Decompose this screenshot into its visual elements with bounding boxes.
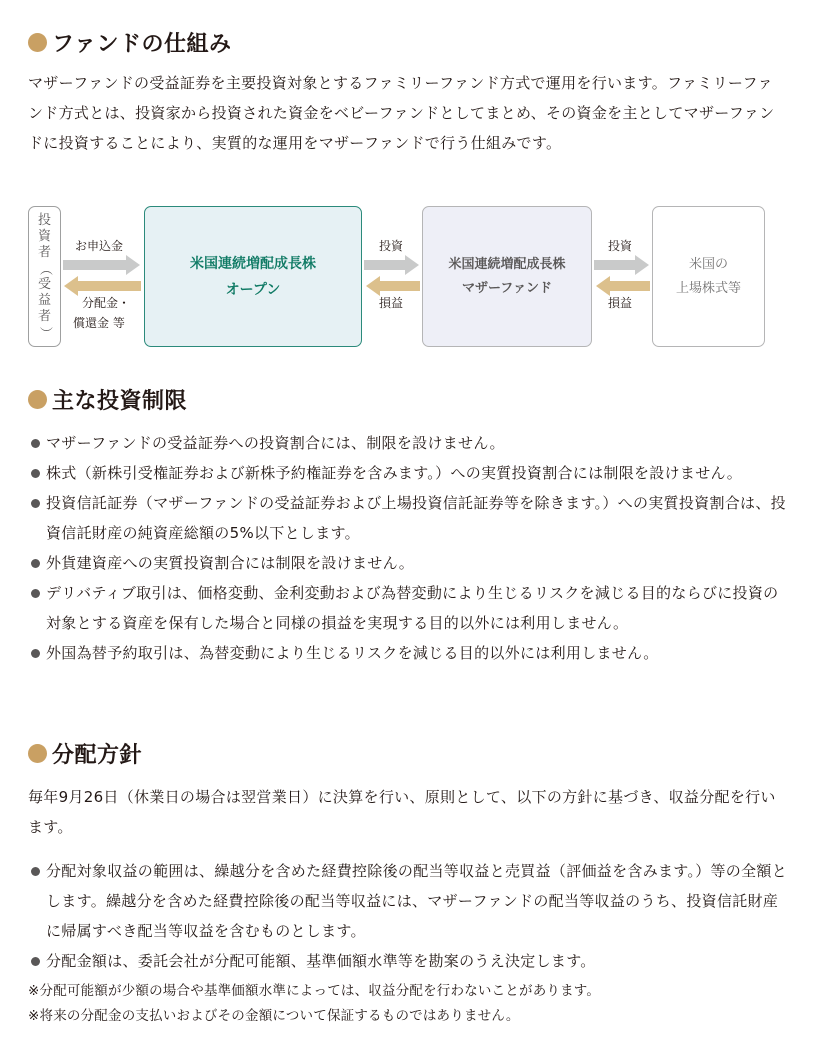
investor-char: ） [37, 325, 53, 340]
us-stocks-line2: 上場株式等 [675, 280, 741, 296]
list-item: 外国為替予約取引は、為替変動により生じるリスクを減じる目的以外には利用しません。 [28, 638, 788, 668]
label-subscription: お申込金 [75, 239, 124, 253]
list-item: デリバティブ取引は、価格変動、金利変動および為替変動により生じるリスクを減じる目的ならびに投資の対象とする資産を保有した場合と同様の損益を実現する目的以外には利用しません。 [28, 578, 788, 638]
investor-char: 投 [37, 212, 51, 228]
mother-fund-name-line2: マザーファンド [461, 280, 553, 296]
investor-char: （ [37, 261, 53, 276]
label-distribution-line2: 償還金 等 [73, 316, 125, 330]
bullet-dot-icon [28, 390, 47, 409]
label-profit-1: 損益 [379, 296, 404, 310]
investor-char: 益 [37, 292, 51, 308]
arrow-right-icon [63, 255, 140, 275]
arrow-left-icon [64, 276, 141, 296]
list-item: 外貨建資産への実質投資割合には制限を設けません。 [28, 548, 788, 578]
label-distribution-line1: 分配金・ [82, 296, 131, 310]
list-item: 株式（新株引受権証券および新株予約権証券を含みます。）への実質投資割合には制限を設けません。 [28, 458, 788, 488]
investment-limits-list [28, 428, 788, 668]
baby-fund-name-line2: オープン [225, 281, 281, 298]
section-title-text: ファンドの仕組み [52, 31, 232, 57]
investor-char: 者 [37, 244, 51, 260]
baby-fund-name-line1: 米国連続増配成長株 [190, 255, 316, 272]
label-invest-2: 投資 [608, 239, 633, 253]
investor-char: 受 [37, 276, 51, 292]
section-title-distribution-policy [28, 736, 142, 770]
label-invest-1: 投資 [379, 239, 404, 253]
section-title-text: 分配方針 [52, 742, 143, 768]
list-item: 分配金額は、委託会社が分配可能額、基準価額水準等を勘案のうえ決定します。 [28, 946, 788, 976]
section-title-investment-limits [28, 382, 187, 416]
arrow-right-icon [364, 255, 419, 275]
arrow-right-icon [594, 255, 649, 275]
us-stocks-line1: 米国の [688, 256, 728, 272]
label-profit-2: 損益 [608, 296, 633, 310]
arrow-left-icon [596, 276, 650, 296]
list-item: 投資信託証券（マザーファンドの受益証券および上場投資信託証券等を除きます。）への実質投資割合は、投資信託財産の純資産総額の5%以下とします。 [28, 488, 788, 548]
arrow-left-icon [366, 276, 420, 296]
bullet-dot-icon [28, 744, 47, 763]
distribution-policy-paragraph: 毎年9月26日（休業日の場合は翌営業日）に決算を行い、原則として、以下の方針に基づき、収益分配を行います。 [28, 788, 776, 836]
distribution-note-1: ※分配可能額が少額の場合や基準価額水準によっては、収益分配を行わないことがあります。 [28, 983, 601, 999]
list-item: 分配対象収益の範囲は、繰越分を含めた経費控除後の配当等収益と売買益（評価益を含みます。）等の全額とします。繰越分を含めた経費控除後の配当等収益には、マザーファンドの配当等収益のうち、投資信託財産に帰属すべき配当等収益を含むものとします。 [28, 856, 788, 946]
investor-char: 資 [37, 228, 51, 244]
investor-char: 者 [37, 308, 51, 324]
distribution-policy-list [28, 856, 788, 976]
section-title-text: 主な投資制限 [52, 388, 188, 414]
fund-structure-paragraph: マザーファンドの受益証券を主要投資対象とするファミリーファンド方式で運用を行います。ファミリーファンド方式とは、投資家から投資された資金をベビーファンドとしてまとめ、その資金を主としてマザーファンドに投資することにより、実質的な運用をマザーファンドで行う仕組みです。 [28, 74, 775, 152]
list-item: マザーファンドの受益証券への投資割合には、制限を設けません。 [28, 428, 788, 458]
mother-fund-name-line1: 米国連続増配成長株 [448, 256, 566, 272]
distribution-note-2: ※将来の分配金の支払いおよびその金額について保証するものではありません。 [28, 1008, 520, 1024]
